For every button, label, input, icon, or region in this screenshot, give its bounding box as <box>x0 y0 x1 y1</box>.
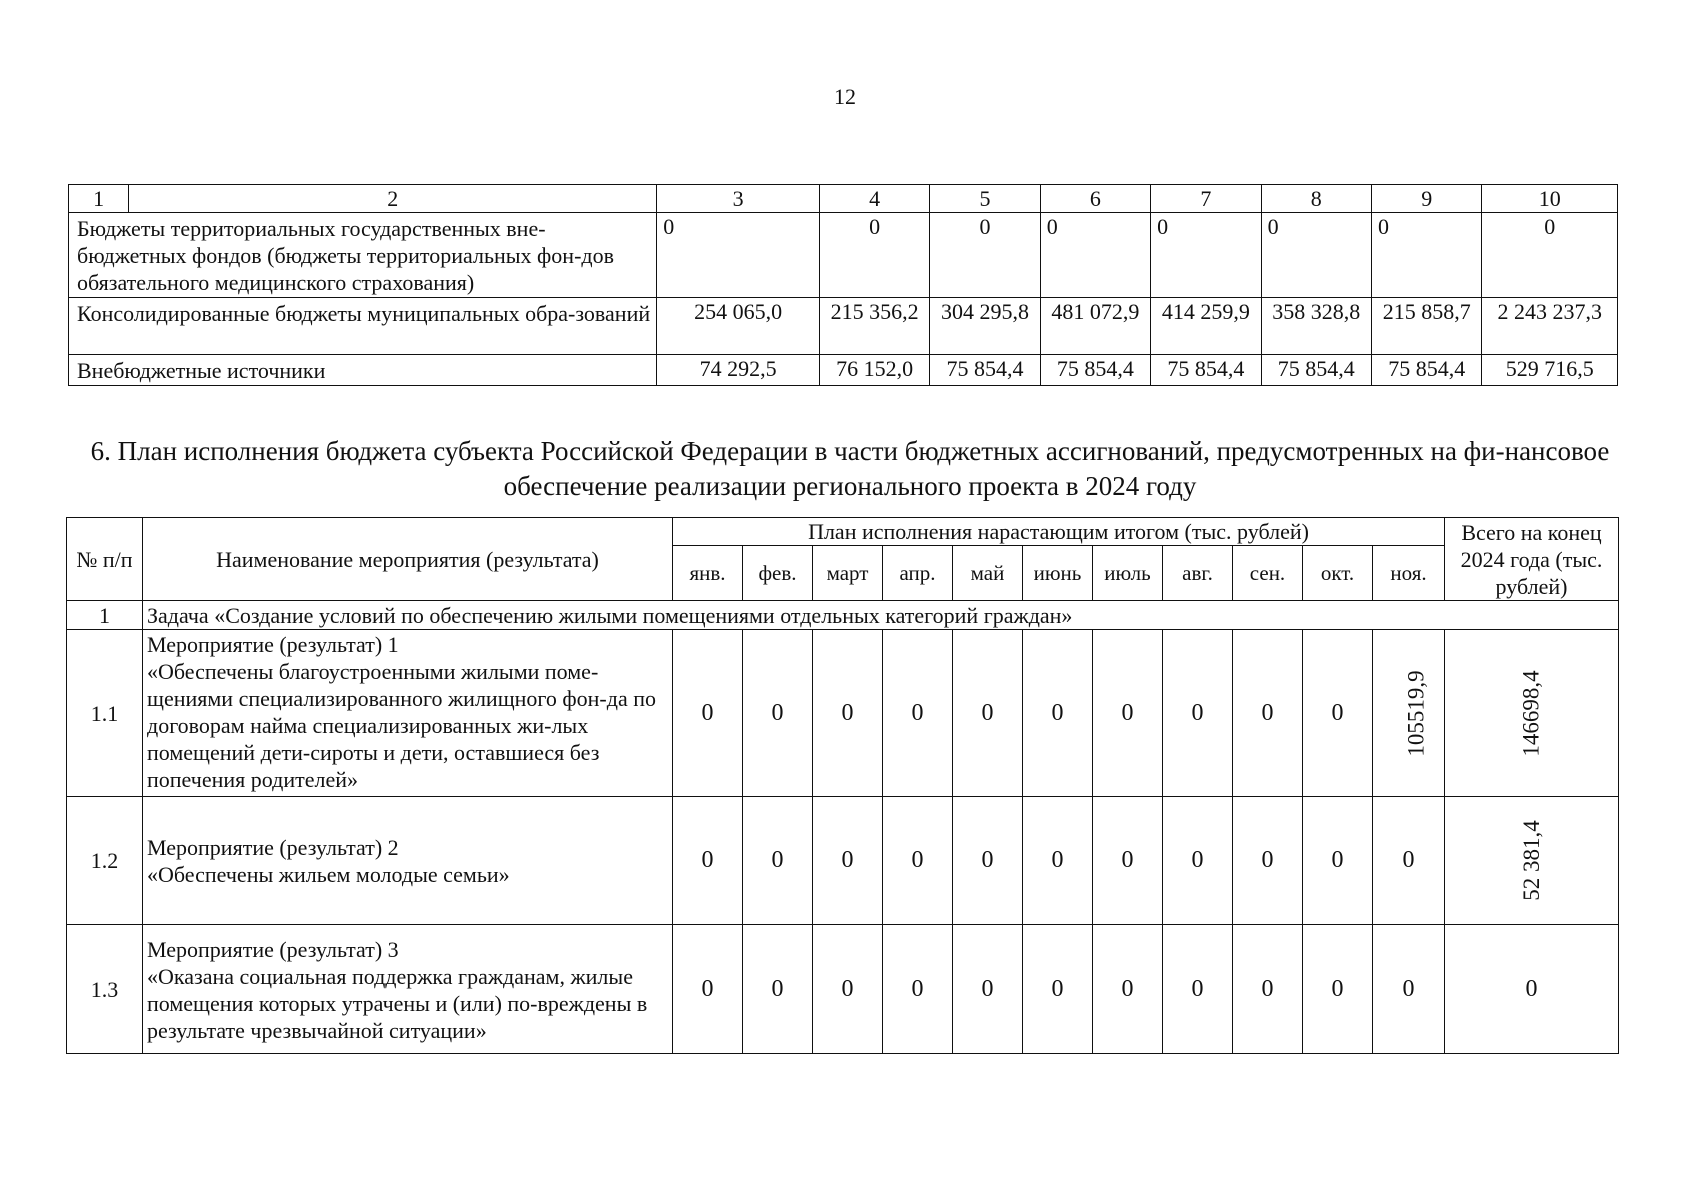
column-number: 2 <box>129 185 657 213</box>
cell-value: 254 065,0 <box>657 298 820 355</box>
cell-value: 76 152,0 <box>819 355 929 386</box>
header-row <box>67 518 1619 546</box>
month-value: 0 <box>743 630 813 797</box>
column-number: 3 <box>657 185 820 213</box>
measure-text: «Обеспечены жильем молодые семьи» <box>147 862 510 887</box>
total-value: 146698,4 <box>1519 669 1544 757</box>
task-row <box>67 601 1619 630</box>
measure-name <box>143 797 673 925</box>
month-value: 0 <box>1233 925 1303 1054</box>
month-value: 0 <box>953 797 1023 925</box>
task-text: Задача «Создание условий по обеспечению жилыми помещениями отдельных категорий граждан» <box>143 601 1619 630</box>
cell-value: 0 <box>1261 213 1371 298</box>
month-value: 0 <box>1303 630 1373 797</box>
month-value: 0 <box>1373 797 1445 925</box>
cell-value: 0 <box>1482 213 1618 298</box>
total-header: Всего на конец 2024 года (тыс. рублей) <box>1445 518 1619 601</box>
column-number-row <box>69 185 1618 213</box>
month-value: 0 <box>813 925 883 1054</box>
month-value: 0 <box>1373 925 1445 1054</box>
cell-value: 0 <box>1371 213 1481 298</box>
budget-plan-table <box>66 517 1619 1054</box>
month-value: 0 <box>1163 925 1233 1054</box>
cell-value: 75 854,4 <box>1151 355 1261 386</box>
table-row <box>69 213 1618 298</box>
cell-value: 75 854,4 <box>930 355 1040 386</box>
table-row <box>67 797 1619 925</box>
month-value: 0 <box>673 925 743 1054</box>
cell-value: 304 295,8 <box>930 298 1040 355</box>
total-value-cell <box>1445 797 1619 925</box>
measure-title: Мероприятие (результат) 2 <box>147 835 399 860</box>
month-value: 0 <box>813 797 883 925</box>
table-row <box>69 355 1618 386</box>
month-value: 0 <box>1093 925 1163 1054</box>
cell-value: 0 <box>657 213 820 298</box>
cell-value: 215 858,7 <box>1371 298 1481 355</box>
month-value-cell <box>1373 630 1445 797</box>
month-header: март <box>813 546 883 601</box>
cell-value: 481 072,9 <box>1040 298 1150 355</box>
column-number: 9 <box>1371 185 1481 213</box>
month-value: 0 <box>1093 797 1163 925</box>
column-number: 1 <box>69 185 129 213</box>
month-value: 0 <box>883 925 953 1054</box>
cell-value: 215 356,2 <box>819 298 929 355</box>
cell-value: 0 <box>819 213 929 298</box>
cell-value: 74 292,5 <box>657 355 820 386</box>
month-value: 105519,9 <box>1403 669 1429 757</box>
column-number: 7 <box>1151 185 1261 213</box>
month-value: 0 <box>673 797 743 925</box>
month-value: 0 <box>953 630 1023 797</box>
month-value: 0 <box>1093 630 1163 797</box>
month-header: ноя. <box>1373 546 1445 601</box>
month-header: сен. <box>1233 546 1303 601</box>
column-number: 8 <box>1261 185 1371 213</box>
month-header: июнь <box>1023 546 1093 601</box>
measure-text: «Обеспечены благоустроенными жилыми поме-щениями специализированного жилищного фон-да по договорам найма специализированных жи-лых помещений дети-сироты и дети, оставшиеся без попечения родителей» <box>147 659 656 792</box>
table-row <box>69 298 1618 355</box>
month-value: 0 <box>1023 797 1093 925</box>
month-header: май <box>953 546 1023 601</box>
month-value: 0 <box>1303 925 1373 1054</box>
row-number: 1.1 <box>67 630 143 797</box>
cell-value: 75 854,4 <box>1371 355 1481 386</box>
month-value: 0 <box>743 925 813 1054</box>
table-row <box>67 925 1619 1054</box>
month-value: 0 <box>1023 925 1093 1054</box>
month-value: 0 <box>1233 630 1303 797</box>
row-label: Бюджеты территориальных государственных вне-бюджетных фондов (бюджеты территориальных фон-дов обязательного медицинского страхования) <box>69 213 657 298</box>
cell-value: 75 854,4 <box>1040 355 1150 386</box>
row-number: 1.2 <box>67 797 143 925</box>
column-number: 6 <box>1040 185 1150 213</box>
measure-name <box>143 630 673 797</box>
cell-value: 0 <box>1151 213 1261 298</box>
month-value: 0 <box>1163 630 1233 797</box>
measure-name <box>143 925 673 1054</box>
row-label: Внебюджетные источники <box>69 355 657 386</box>
month-header: апр. <box>883 546 953 601</box>
section-title: 6. План исполнения бюджета субъекта Российской Федерации в части бюджетных ассигнований, предусмотренных на фи-нансовое обеспечение реализации регионального проекта в 2024 году <box>90 436 1610 501</box>
total-value: 0 <box>1445 925 1619 1054</box>
column-number: 4 <box>819 185 929 213</box>
cell-value: 75 854,4 <box>1261 355 1371 386</box>
name-header: Наименование мероприятия (результата) <box>143 518 673 601</box>
month-value: 0 <box>1233 797 1303 925</box>
task-number: 1 <box>67 601 143 630</box>
month-value: 0 <box>813 630 883 797</box>
measure-title: Мероприятие (результат) 1 <box>147 632 399 657</box>
cell-value: 2 243 237,3 <box>1482 298 1618 355</box>
table-row <box>67 630 1619 797</box>
row-number: 1.3 <box>67 925 143 1054</box>
column-number: 5 <box>930 185 1040 213</box>
month-value: 0 <box>1163 797 1233 925</box>
cell-value: 529 716,5 <box>1482 355 1618 386</box>
month-value: 0 <box>883 797 953 925</box>
month-value: 0 <box>743 797 813 925</box>
plan-header: План исполнения нарастающим итогом (тыс. рублей) <box>673 518 1445 546</box>
month-header: авг. <box>1163 546 1233 601</box>
total-value-cell <box>1445 630 1619 797</box>
row-label: Консолидированные бюджеты муниципальных обра-зований <box>69 298 657 355</box>
cell-value: 358 328,8 <box>1261 298 1371 355</box>
page-number: 12 <box>834 84 856 109</box>
cell-value: 0 <box>930 213 1040 298</box>
month-value: 0 <box>1303 797 1373 925</box>
sources-table <box>68 184 1618 386</box>
month-value: 0 <box>673 630 743 797</box>
month-value: 0 <box>883 630 953 797</box>
month-header: янв. <box>673 546 743 601</box>
measure-title: Мероприятие (результат) 3 <box>147 936 399 962</box>
column-number: 10 <box>1482 185 1618 213</box>
number-header: № п/п <box>67 518 143 601</box>
month-value: 0 <box>953 925 1023 1054</box>
measure-text: «Оказана социальная поддержка гражданам, жилые помещения которых утрачены и (или) по-вреждены в результате чрезвычайной ситуации» <box>147 963 648 1043</box>
cell-value: 0 <box>1040 213 1150 298</box>
cell-value: 414 259,9 <box>1151 298 1261 355</box>
month-value: 0 <box>1023 630 1093 797</box>
total-value: 52 381,4 <box>1519 820 1544 901</box>
month-header: фев. <box>743 546 813 601</box>
month-header: июль <box>1093 546 1163 601</box>
month-header: окт. <box>1303 546 1373 601</box>
